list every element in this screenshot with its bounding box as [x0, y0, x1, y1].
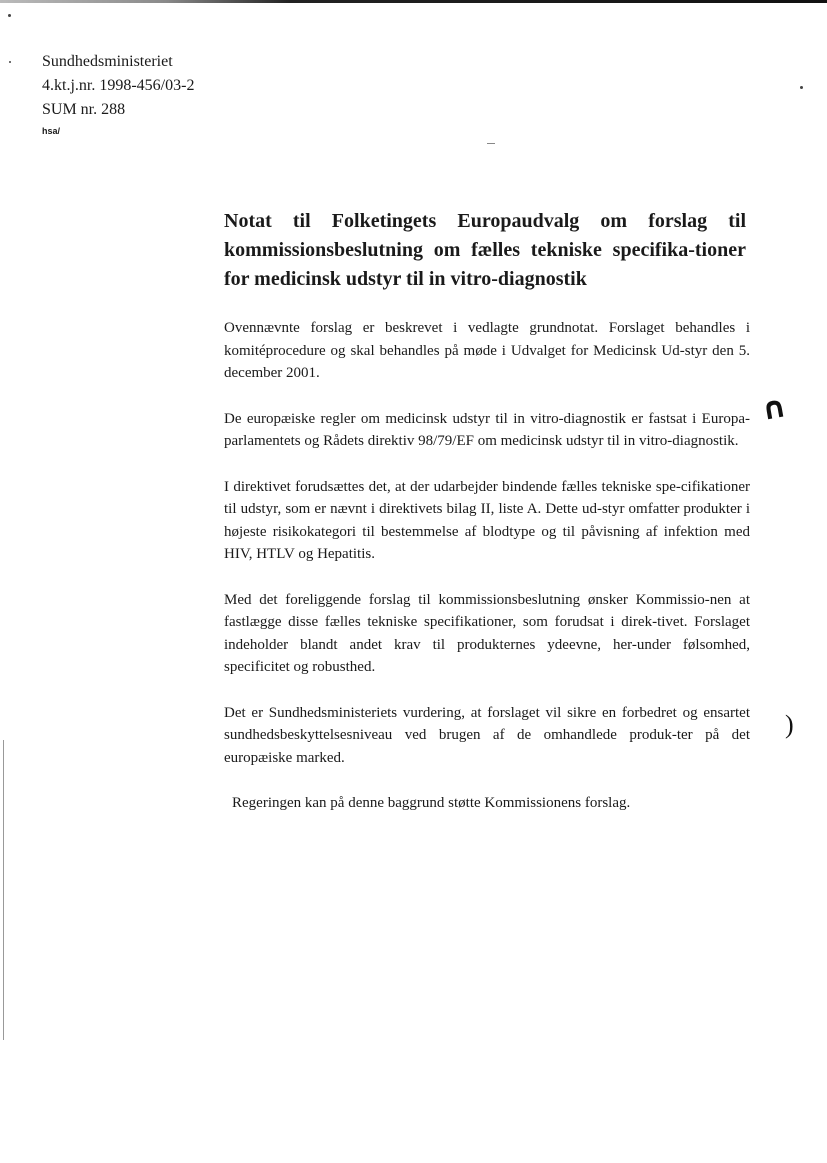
- paragraph-assessment: Det er Sundhedsministeriets vurdering, at forslaget vil sikre en forbedret og ensartet sundhedsbeskyttelsesniveau ved brugen af de omhandlede produk-ter på det europæiske marked.: [224, 704, 750, 766]
- margin-paren-mark: ): [785, 710, 794, 739]
- ministry-name: Sundhedsministeriet: [42, 53, 173, 70]
- margin-hook-mark: ∩: [759, 389, 790, 428]
- scan-speck: [9, 61, 11, 63]
- scan-speck: [8, 14, 11, 17]
- paragraph-regulation: De europæiske regler om medicinsk udstyr til in vitro-diagnostik er fastsat i Europa-parlamentets og Rådets direktiv 98/79/EF om medicinsk udstyr til in vitro-diagnostik.: [224, 410, 750, 449]
- document-header: [42, 50, 194, 138]
- paragraph-proposal: Med det foreliggende forslag til kommissionsbeslutning ønsker Kommissio-nen at fastlægge disse fælles tekniske specifikationer, som forudsat i direk-tivet. Forslaget indeholder blandt andet krav til produkternes ydeevne, her-under følsomhed, specificitet og robusthed.: [224, 591, 750, 675]
- scan-speck: [800, 86, 803, 89]
- scan-top-edge: [0, 0, 827, 3]
- scan-speck: [487, 143, 495, 144]
- scan-left-edge: [3, 740, 4, 1040]
- journal-number: 4.kt.j.nr. 1998-456/03-2: [42, 77, 195, 94]
- author-initials: hsa/: [42, 126, 61, 136]
- paragraph-conclusion: Regeringen kan på denne baggrund støtte Kommissionens forslag.: [232, 795, 631, 811]
- sum-number: SUM nr. 288: [42, 101, 126, 118]
- paragraph-directive: I direktivet forudsættes det, at der udarbejder bindende fælles tekniske spe-cifikationer til udstyr, som er nævnt i direktivets bilag II, liste A. Dette ud-styr omfatter produkter i højeste risikokategori til bestemmelse af blodtype og til påvisning af infektion med HIV, HTLV og Hepatitis.: [224, 478, 750, 562]
- document-body: [224, 317, 750, 838]
- paragraph-procedure: Ovennævnte forslag er beskrevet i vedlagte grundnotat. Forslaget behandles i komitéprocedure og skal behandles på møde i Udvalget for Medicinsk Ud-styr den 5. december 2001.: [224, 320, 750, 381]
- document-title: Notat til Folketingets Europaudvalg om forslag til kommissionsbeslutning om fælles tekniske specifika-tioner for medicinsk udstyr til in vitro-diagnostik: [224, 210, 746, 290]
